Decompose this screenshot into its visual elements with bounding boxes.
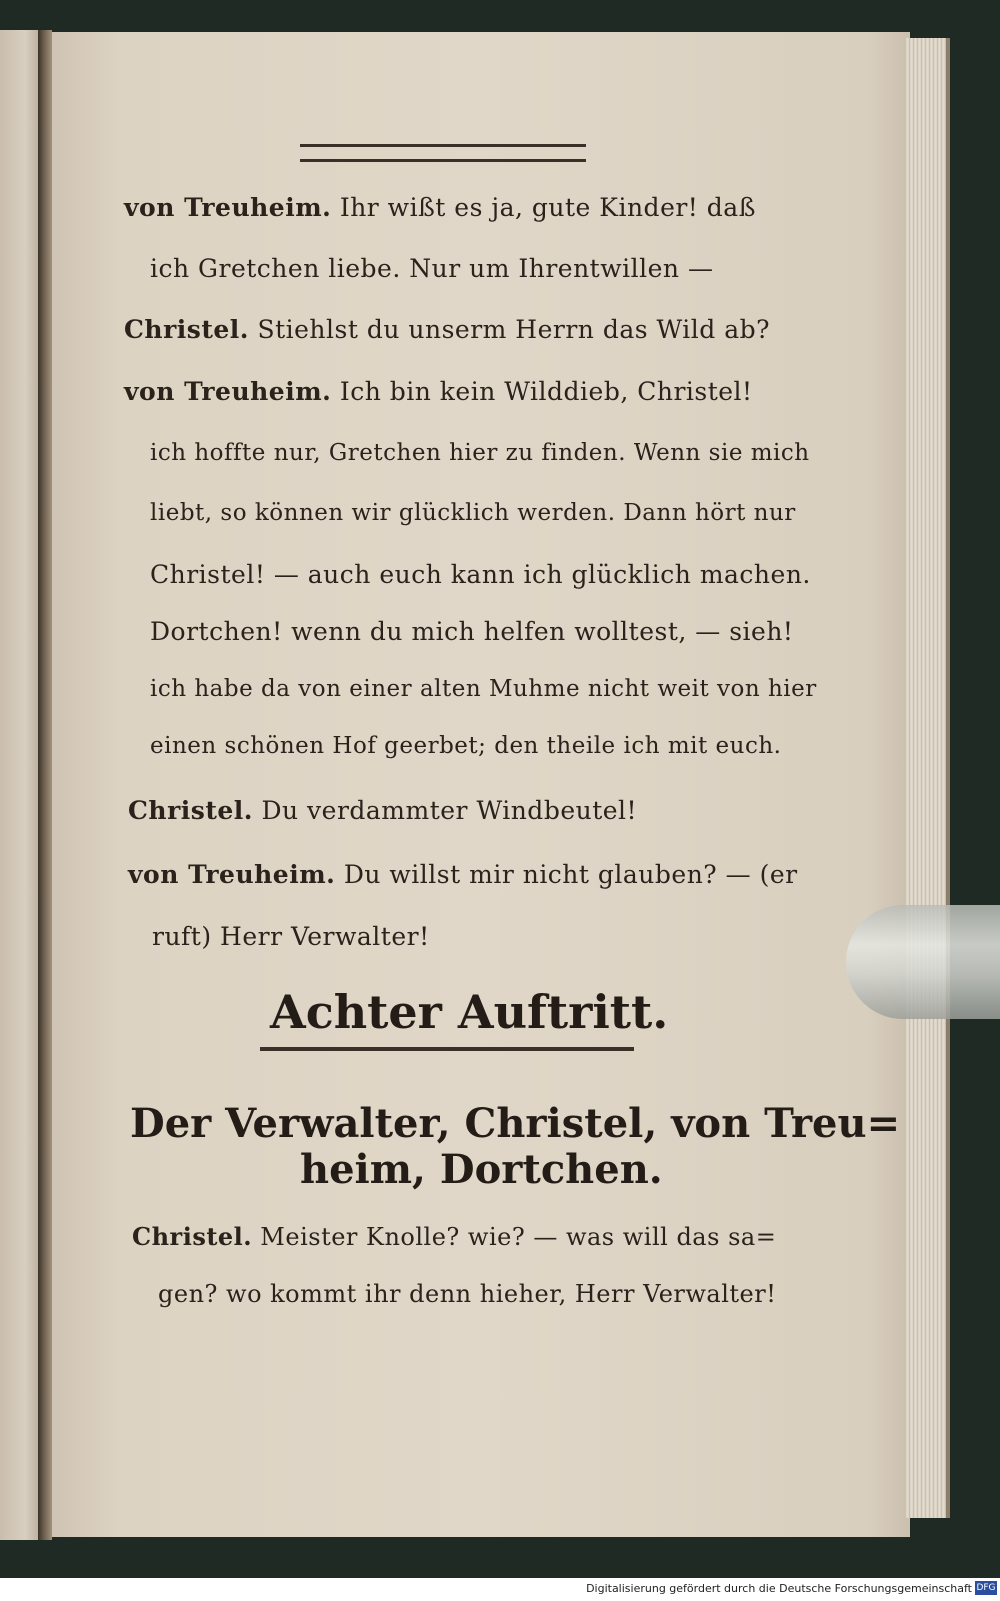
- text-line: [150, 733, 782, 759]
- line-text: Christel! — auch euch kann ich glücklich machen.: [150, 560, 811, 589]
- line-text: Du willst mir nicht glauben? — (er: [343, 860, 798, 889]
- text-line: [150, 676, 817, 702]
- text-line: [150, 500, 796, 526]
- text-line: [150, 440, 810, 466]
- line-text: ich hoffte nur, Gretchen hier zu finden. Wenn sie mich: [150, 440, 810, 466]
- top-ornament-rule: [300, 144, 586, 162]
- line-text: gen? wo kommt ihr denn hieher, Herr Verwalter!: [158, 1280, 777, 1308]
- text-line: [150, 254, 713, 283]
- speaker-name: Christel.: [128, 796, 253, 825]
- speaker-name: von Treuheim.: [124, 193, 332, 222]
- line-text: ich Gretchen liebe. Nur um Ihrentwillen —: [150, 254, 714, 283]
- text-line: [124, 193, 756, 222]
- text-line: [124, 315, 770, 344]
- line-text: Meister Knolle? wie? — was will das sa=: [260, 1223, 777, 1251]
- line-text: einen schönen Hof geerbet; den theile ich mit euch.: [150, 733, 782, 759]
- speaker-name: Christel.: [132, 1222, 253, 1251]
- dfg-logo: DFG: [976, 1583, 996, 1593]
- speaker-name: von Treuheim.: [128, 860, 336, 889]
- text-line: [152, 922, 430, 951]
- text-line: [124, 377, 753, 406]
- speaker-name: Christel.: [124, 315, 249, 344]
- line-text: Du verdammter Windbeutel!: [261, 796, 638, 825]
- heading-rule: [260, 1047, 634, 1051]
- scene-heading: Achter Auftritt.: [270, 985, 669, 1039]
- text-line: [128, 860, 798, 889]
- footer-credit: Digitalisierung gefördert durch die Deutsche Forschungsgemeinschaft: [586, 1582, 972, 1595]
- cast-list-line-2: heim, Dortchen.: [300, 1146, 663, 1193]
- text-line: [150, 617, 793, 646]
- text-line: [132, 1222, 776, 1251]
- line-text: liebt, so können wir glücklich werden. Dann hört nur: [150, 500, 796, 526]
- text-line: [158, 1280, 776, 1308]
- line-text: ruft) Herr Verwalter!: [152, 922, 430, 951]
- cast-list-line-1: Der Verwalter, Christel, von Treu=: [130, 1100, 901, 1147]
- line-text: Stiehlst du unserm Herrn das Wild ab?: [257, 315, 771, 344]
- line-text: Dortchen! wenn du mich helfen wolltest, — sieh!: [150, 617, 794, 646]
- line-text: Ich bin kein Wilddieb, Christel!: [339, 377, 753, 406]
- text-line: [150, 560, 811, 589]
- text-line: [128, 796, 637, 825]
- speaker-name: von Treuheim.: [124, 377, 332, 406]
- line-text: Ihr wißt es ja, gute Kinder! daß: [339, 193, 756, 222]
- line-text: ich habe da von einer alten Muhme nicht weit von hier: [150, 676, 817, 702]
